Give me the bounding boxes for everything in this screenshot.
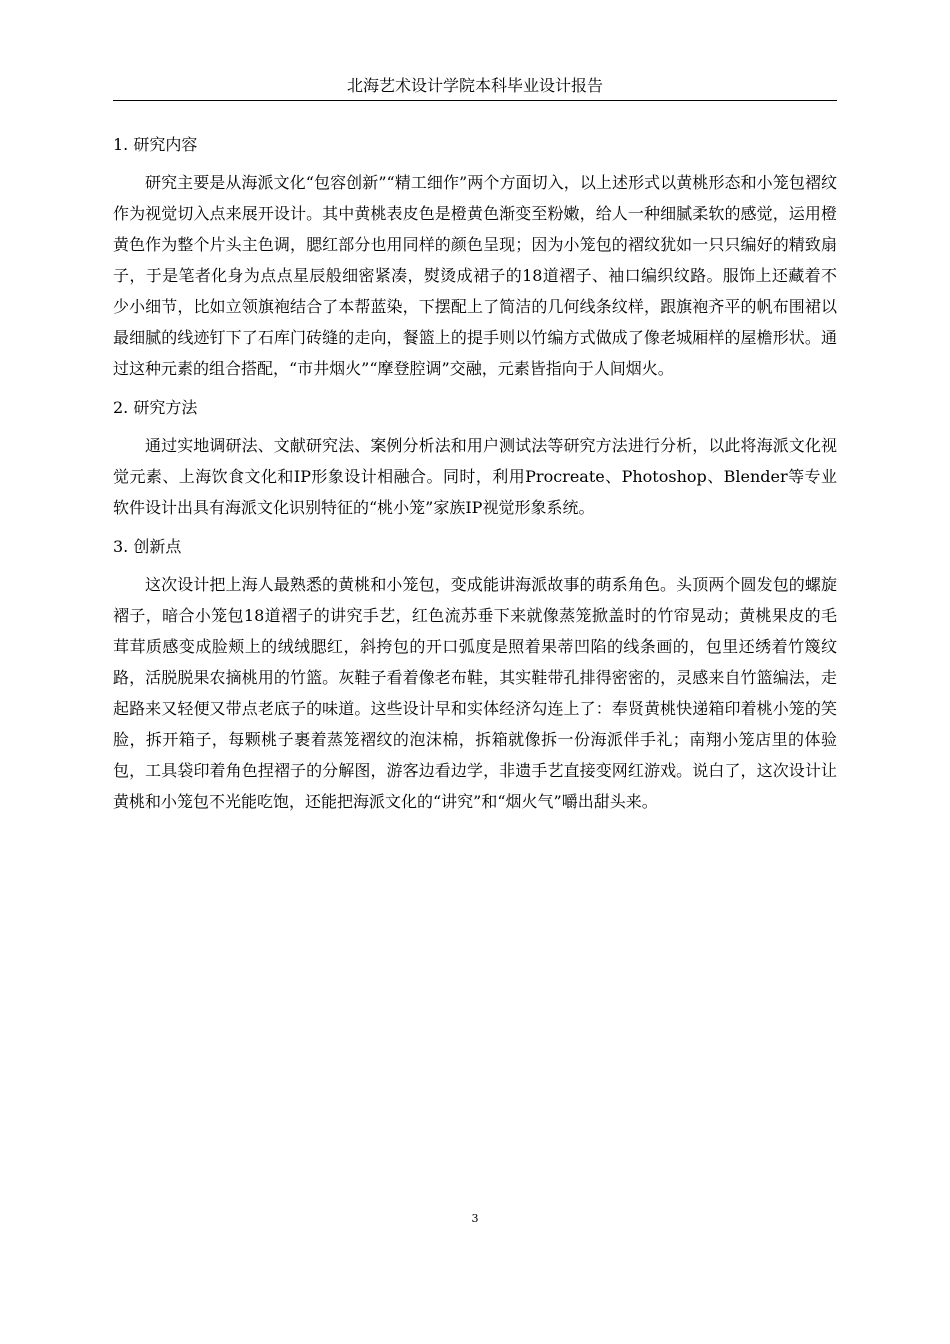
section-research-method [113, 396, 837, 523]
section-heading: 2. 研究方法 [113, 398, 198, 417]
section-heading: 3. 创新点 [113, 537, 182, 556]
section-paragraph: 这次设计把上海人最熟悉的黄桃和小笼包，变成能讲海派故事的萌系角色。头顶两个圆发包的螺旋褶子，暗合小笼包18道褶子的讲究手艺，红色流苏垂下来就像蒸笼掀盖时的竹帘晃动；黄桃果皮的毛茸茸质感变成脸颊上的绒绒腮红，斜挎包的开口弧度是照着果蒂凹陷的线条画的，包里还绣着竹篾纹路，活脱脱果农摘桃用的竹篮。灰鞋子看着像老布鞋，其实鞋带孔排得密密的，灵感来自竹篮编法，走起路来又轻便又带点老底子的味道。这些设计早和实体经济勾连上了：奉贤黄桃快递箱印着桃小笼的笑脸，拆开箱子，每颗桃子裹着蒸笼褶纹的泡沫棉，拆箱就像拆一份海派伴手礼；南翔小笼店里的体验包，工具袋印着角色捏褶子的分解图，游客边看边学，非遗手艺直接变网红游戏。说白了，这次设计让黄桃和小笼包不光能吃饱，还能把海派文化的“讲究”和“烟火气”嚼出甜头来。 [113, 575, 837, 811]
document-body [113, 133, 837, 829]
section-paragraph: 通过实地调研法、文献研究法、案例分析法和用户测试法等研究方法进行分析，以此将海派文化视觉元素、上海饮食文化和IP形象设计相融合。同时，利用Procreate、Photoshop、Blender等专业软件设计出具有海派文化识别特征的“桃小笼”家族IP视觉形象系统。 [113, 436, 837, 517]
section-paragraph: 研究主要是从海派文化“包容创新”“精工细作”两个方面切入，以上述形式以黄桃形态和小笼包褶纹作为视觉切入点来展开设计。其中黄桃表皮色是橙黄色渐变至粉嫩，给人一种细腻柔软的感觉，运用橙黄色作为整个片头主色调，腮红部分也用同样的颜色呈现；因为小笼包的褶纹犹如一只只编好的精致扇子，于是笔者化身为点点星辰般细密紧凑，熨烫成裙子的18道褶子、袖口编织纹路。服饰上还藏着不少小细节，比如立领旗袍结合了本帮蓝染，下摆配上了简洁的几何线条纹样，跟旗袍齐平的帆布围裙以最细腻的线迹钉下了石库门砖缝的走向，餐篮上的提手则以竹编方式做成了像老城厢样的屋檐形状。通过这种元素的组合搭配，“市井烟火”“摩登腔调”交融，元素皆指向于人间烟火。 [113, 173, 837, 378]
page-header [113, 72, 837, 101]
section-innovation [113, 535, 837, 817]
section-research-content [113, 133, 837, 384]
header-title: 北海艺术设计学院本科毕业设计报告 [346, 76, 603, 95]
page-number: 3 [471, 1212, 479, 1225]
section-heading: 1. 研究内容 [113, 135, 198, 154]
